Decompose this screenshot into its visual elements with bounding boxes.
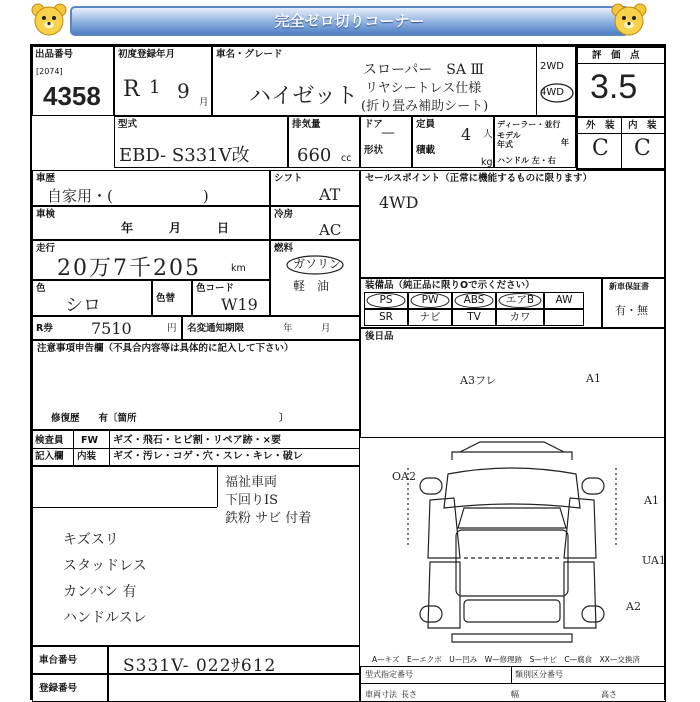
- repair-label: 修復歴 有〔箇所 〕: [51, 413, 289, 424]
- remarks-box: [32, 466, 360, 646]
- cooler-value: AC: [319, 221, 342, 239]
- chassis-value-box: [108, 646, 360, 674]
- spec-field-4: 幅: [511, 690, 519, 699]
- equipment-item: AW: [544, 292, 584, 309]
- dealer-label: ディーラー・並行: [497, 120, 561, 129]
- equipment-circle-mark: [452, 292, 496, 309]
- capacity-box: [412, 116, 494, 168]
- sales-point-label: セールスポイント（正常に機能するものに限ります）: [365, 173, 593, 184]
- displacement-value: 660: [297, 145, 332, 166]
- bear-mascot-icon: [608, 2, 650, 38]
- fuel-label: 燃料: [274, 243, 294, 254]
- seat-box: [360, 328, 666, 438]
- mileage-value: 20万7千205: [57, 256, 201, 281]
- capacity-value: 4: [461, 125, 472, 144]
- chassis-value: S331V- 022ｻ612: [123, 656, 277, 676]
- lot-box: [32, 46, 114, 116]
- first-reg-label: 初度登録年月: [118, 49, 176, 60]
- auction-sheet: [30, 44, 666, 700]
- inspection-box: [32, 206, 270, 240]
- fuel-box: [270, 240, 360, 316]
- equipment-item: PS: [364, 292, 408, 309]
- dealer-box: [494, 116, 576, 168]
- equipment-item: SR: [364, 309, 408, 326]
- ticket-label: R券: [36, 323, 53, 334]
- cooler-box: [270, 206, 360, 240]
- remark-left-item: スタッドレス: [63, 558, 147, 574]
- equipment-item: カワ: [496, 309, 544, 326]
- name-change-box: [182, 316, 360, 340]
- grade-line1: スローパー SA Ⅲ: [363, 62, 484, 78]
- lot-label: 出品番号: [35, 49, 74, 60]
- damage-mark: A3フレ: [460, 374, 497, 387]
- chassis-label-box: [32, 646, 108, 674]
- door-box: [360, 116, 412, 168]
- interior-exterior-box: [576, 118, 666, 170]
- grade-line2: リヤシートレス仕様: [365, 81, 482, 96]
- first-reg-box: [114, 46, 212, 116]
- color-swap-label: 色替: [156, 293, 176, 304]
- door-label: ドア: [364, 119, 383, 130]
- name-change-label: 名変通知期限: [187, 323, 245, 334]
- first-reg-era: R: [123, 77, 140, 102]
- first-reg-year: 1: [149, 77, 161, 98]
- reg-label: 登録番号: [39, 683, 78, 694]
- shift-label: シフト: [274, 173, 303, 184]
- checker-label: 検査員: [35, 435, 64, 446]
- displacement-box: [288, 116, 360, 168]
- drive-circle-mark: [537, 47, 577, 117]
- equipment-item: エアB: [496, 292, 544, 309]
- displacement-label: 排気量: [292, 119, 321, 130]
- lot-number: 4358: [43, 81, 101, 111]
- model-label: 型式: [118, 119, 138, 130]
- equipment-item: ナビ: [408, 309, 452, 326]
- color-box: [32, 280, 152, 316]
- lot-code: [2074]: [36, 67, 63, 76]
- cooler-label: 冷房: [274, 209, 294, 220]
- ticket-value: 7510: [91, 319, 132, 338]
- ticket-unit: 円: [167, 323, 177, 334]
- checker-box: [32, 430, 360, 466]
- rating-value: 3.5: [590, 68, 638, 106]
- load-unit: kg: [481, 157, 493, 168]
- inspection-text: 年 月 日: [121, 221, 230, 235]
- equipment-item: PW: [408, 292, 452, 309]
- page-header: [0, 0, 700, 42]
- interior-label: 内 装: [628, 120, 657, 131]
- displacement-unit: cc: [341, 153, 352, 164]
- car-name: ハイゼット: [249, 84, 358, 109]
- fuel-gasoline: ガソリン: [293, 257, 342, 271]
- history-value: 自家用・( ): [47, 187, 209, 205]
- checker-fw: FW: [81, 435, 98, 446]
- mileage-label: 走行: [36, 243, 56, 254]
- damage-mark: A2: [626, 600, 641, 613]
- model-value: EBD- S331V改: [119, 145, 250, 166]
- exterior-grade: C: [592, 136, 609, 161]
- mileage-box: [32, 240, 270, 280]
- damage-mark: OA2: [392, 470, 416, 483]
- remark-right-item: 福祉車両: [225, 475, 278, 490]
- equipment-item: ABS: [452, 292, 496, 309]
- equipment-circle-mark: [496, 292, 544, 309]
- history-box: [32, 170, 270, 206]
- damage-legend: A—キズ E—エクボ U—凹み W—修理跡 S—サビ C—腐食 XX—交換済: [372, 655, 640, 664]
- capacity-label: 定員: [416, 119, 436, 130]
- spec-box: [360, 666, 666, 702]
- warranty-box: [602, 278, 666, 328]
- equipment-label: 装備品（純正品に限りOで示ください）: [365, 280, 535, 291]
- warranty-label: 新車保証書: [609, 282, 649, 291]
- color-label: 色: [36, 283, 46, 294]
- door-value: —: [381, 125, 395, 141]
- remark-right-item: 鉄粉 サビ 付着: [225, 511, 312, 526]
- color-code-box: [192, 280, 270, 316]
- seat-label: 後日品: [365, 331, 394, 342]
- exterior-label: 外 装: [586, 120, 615, 131]
- ticket-box: [32, 316, 182, 340]
- remark-right-item: 下回りIS: [225, 493, 279, 508]
- remark-left-item: カンバン 有: [63, 584, 137, 600]
- damage-mark: UA1: [642, 554, 666, 567]
- grade-line3: (折り畳み補助シート): [361, 99, 489, 114]
- capacity-unit: 人: [483, 129, 493, 140]
- spec-field-5: 高さ: [601, 690, 617, 699]
- color-value: シロ: [65, 295, 101, 316]
- equipment-circle-mark: [364, 292, 408, 309]
- reg-value-box: [108, 674, 360, 702]
- damage-mark: A1: [644, 494, 659, 507]
- chassis-label: 車台番号: [39, 655, 78, 666]
- header-title: 完全ゼロ切りコーナー: [70, 6, 629, 36]
- equipment-item: TV: [452, 309, 496, 326]
- equipment-item: [544, 309, 584, 326]
- name-box: [212, 46, 536, 116]
- notes-box: [32, 340, 360, 430]
- drive-4wd: 4WD: [540, 87, 564, 98]
- handle-label: ハンドル 左・右: [497, 156, 556, 165]
- notes-label: 注意事項申告欄（不具合内容等は具体的に記入して下さい）: [37, 343, 294, 354]
- reg-label-box: [32, 674, 108, 702]
- entry-text: ギズ・汚レ・コゲ・穴・スレ・キレ・破レ: [113, 451, 303, 462]
- color-swap-box: [152, 280, 192, 316]
- name-change-text: 年 月: [283, 323, 331, 334]
- load-label: 積載: [416, 145, 436, 156]
- inspection-label: 車検: [36, 209, 56, 220]
- entry-inner: 内装: [77, 451, 97, 462]
- first-reg-month: 9: [177, 79, 190, 103]
- rating-label: 評 価 点: [592, 50, 640, 61]
- name-label: 車名・グレード: [216, 49, 283, 60]
- shape-label: 形状: [364, 145, 384, 156]
- spec-field-2: 車両寸法: [365, 690, 397, 699]
- spec-field-1: 類別区分番号: [515, 670, 563, 679]
- model-year-label: モデル 年式: [497, 131, 521, 149]
- model-box: [114, 116, 288, 168]
- shift-value: AT: [319, 185, 341, 204]
- month-unit: 月: [199, 97, 209, 108]
- color-code-label: 色コード: [196, 283, 235, 294]
- drive-box: [536, 46, 576, 116]
- drive-2wd: 2WD: [540, 61, 564, 72]
- bear-mascot-icon: [28, 2, 70, 38]
- spec-field-3: 長さ: [401, 690, 417, 699]
- rating-box: [576, 46, 666, 118]
- interior-grade: C: [634, 136, 651, 161]
- checker-text: ギズ・飛石・ヒビ割・リペア跡・×要: [113, 435, 281, 446]
- spec-field-0: 型式指定番号: [365, 670, 413, 679]
- mileage-unit: km: [231, 263, 246, 274]
- warranty-value: 有・無: [615, 304, 648, 317]
- equipment-circle-mark: [408, 292, 452, 309]
- entry-label: 記入欄: [35, 451, 64, 462]
- damage-mark: A1: [586, 372, 601, 385]
- fuel-circle-mark: [271, 241, 361, 317]
- year-unit: 年: [561, 138, 569, 147]
- remark-left-item: キズスリ: [63, 532, 119, 548]
- sales-point-box: [360, 170, 666, 278]
- remark-left-item: ハンドルスレ: [63, 610, 147, 626]
- fuel-diesel: 軽 油: [293, 279, 330, 293]
- shift-box: [270, 170, 360, 206]
- sales-point-value: 4WD: [379, 193, 419, 212]
- history-label: 車歴: [36, 173, 56, 184]
- color-code-value: W19: [221, 295, 258, 314]
